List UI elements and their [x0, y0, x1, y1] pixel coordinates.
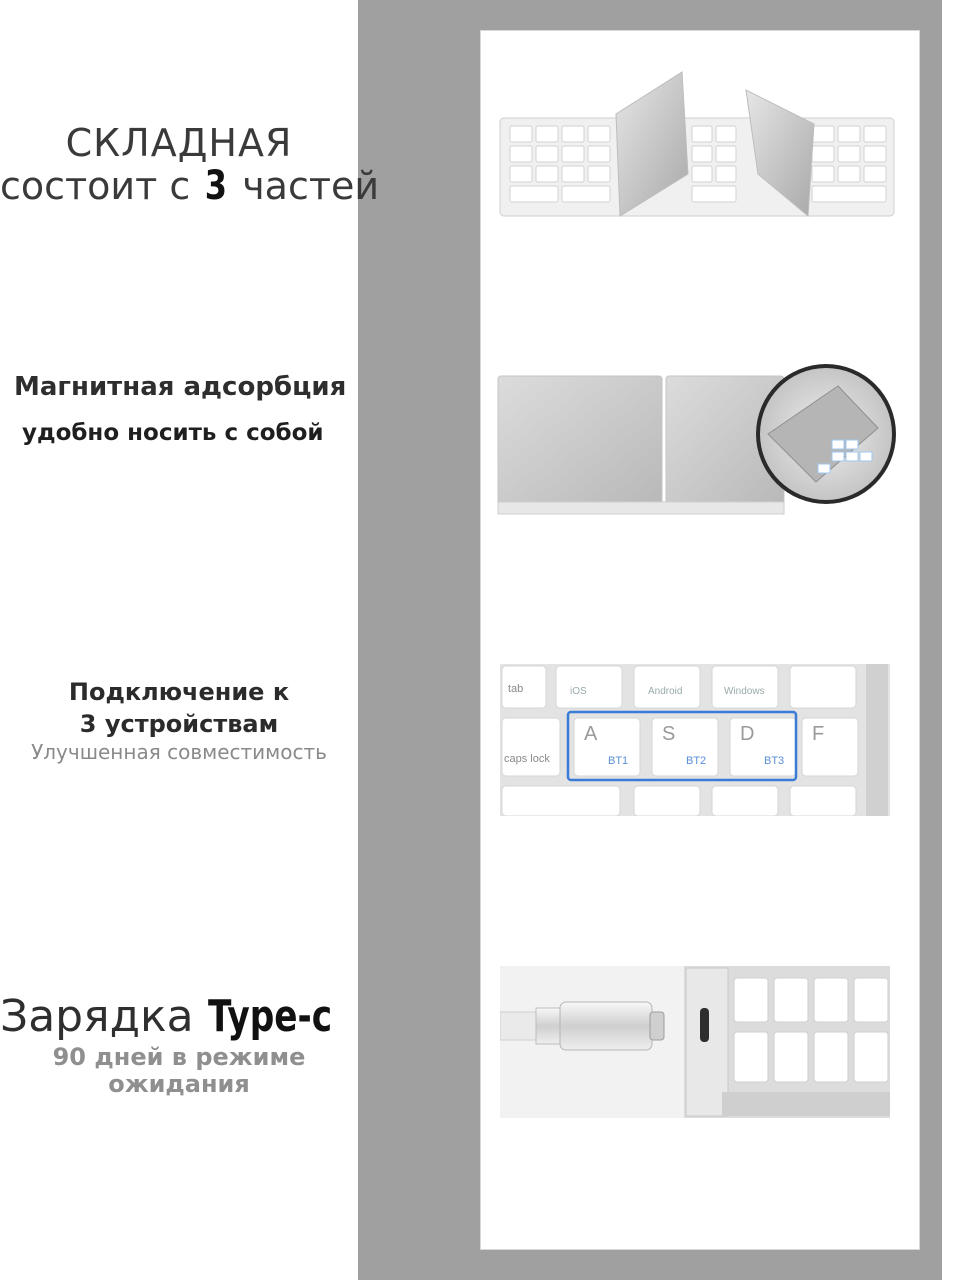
subtitle-suffix: частей	[230, 164, 380, 208]
feature-multidevice-subtitle: Улучшенная совместимость	[31, 740, 327, 764]
closed-keyboard-image	[496, 364, 896, 524]
feature-charging	[0, 990, 358, 1098]
feature-multidevice-title-line2: 3 устройствам	[79, 710, 279, 738]
key-tab: tab	[508, 683, 524, 695]
charging-title-prefix: Зарядка	[0, 991, 208, 1042]
key-caps-lock: caps lock	[504, 753, 550, 765]
feature-charging-subtitle-line1: 90 дней в режиме	[52, 1043, 306, 1071]
feature-foldable-subtitle	[0, 163, 380, 209]
key-f-letter: F	[812, 723, 825, 745]
feature-multidevice	[0, 676, 358, 764]
key-a-letter: A	[584, 723, 598, 745]
feature-charging-subtitle-line2: ожидания	[108, 1070, 250, 1098]
parts-count: 3	[205, 163, 228, 209]
feature-foldable	[0, 121, 380, 209]
feature-magnetic	[0, 372, 358, 446]
folded-keyboard-image	[496, 66, 896, 226]
key-s-letter: S	[662, 723, 676, 745]
type-c-image	[500, 966, 890, 1118]
key-a-bt: BT1	[608, 755, 629, 767]
key-windows: Windows	[724, 686, 765, 697]
bluetooth-keys-image	[500, 664, 890, 816]
feature-magnetic-subtitle: удобно носить с собой	[22, 420, 324, 446]
feature-multidevice-title-line1: Подключение к	[68, 678, 290, 706]
feature-foldable-title: СКЛАДНАЯ	[65, 121, 293, 165]
key-d-letter: D	[740, 723, 755, 745]
type-c-brand: Type-c	[207, 991, 332, 1042]
feature-magnetic-title: Магнитная адсорбция	[14, 372, 347, 402]
feature-charging-title	[0, 990, 358, 1044]
key-android: Android	[648, 686, 683, 697]
subtitle-prefix: состоит с	[0, 164, 203, 208]
key-s-bt: BT2	[686, 755, 707, 767]
key-ios: iOS	[570, 686, 587, 697]
panel-edge	[942, 0, 960, 1280]
key-d-bt: BT3	[764, 755, 785, 767]
